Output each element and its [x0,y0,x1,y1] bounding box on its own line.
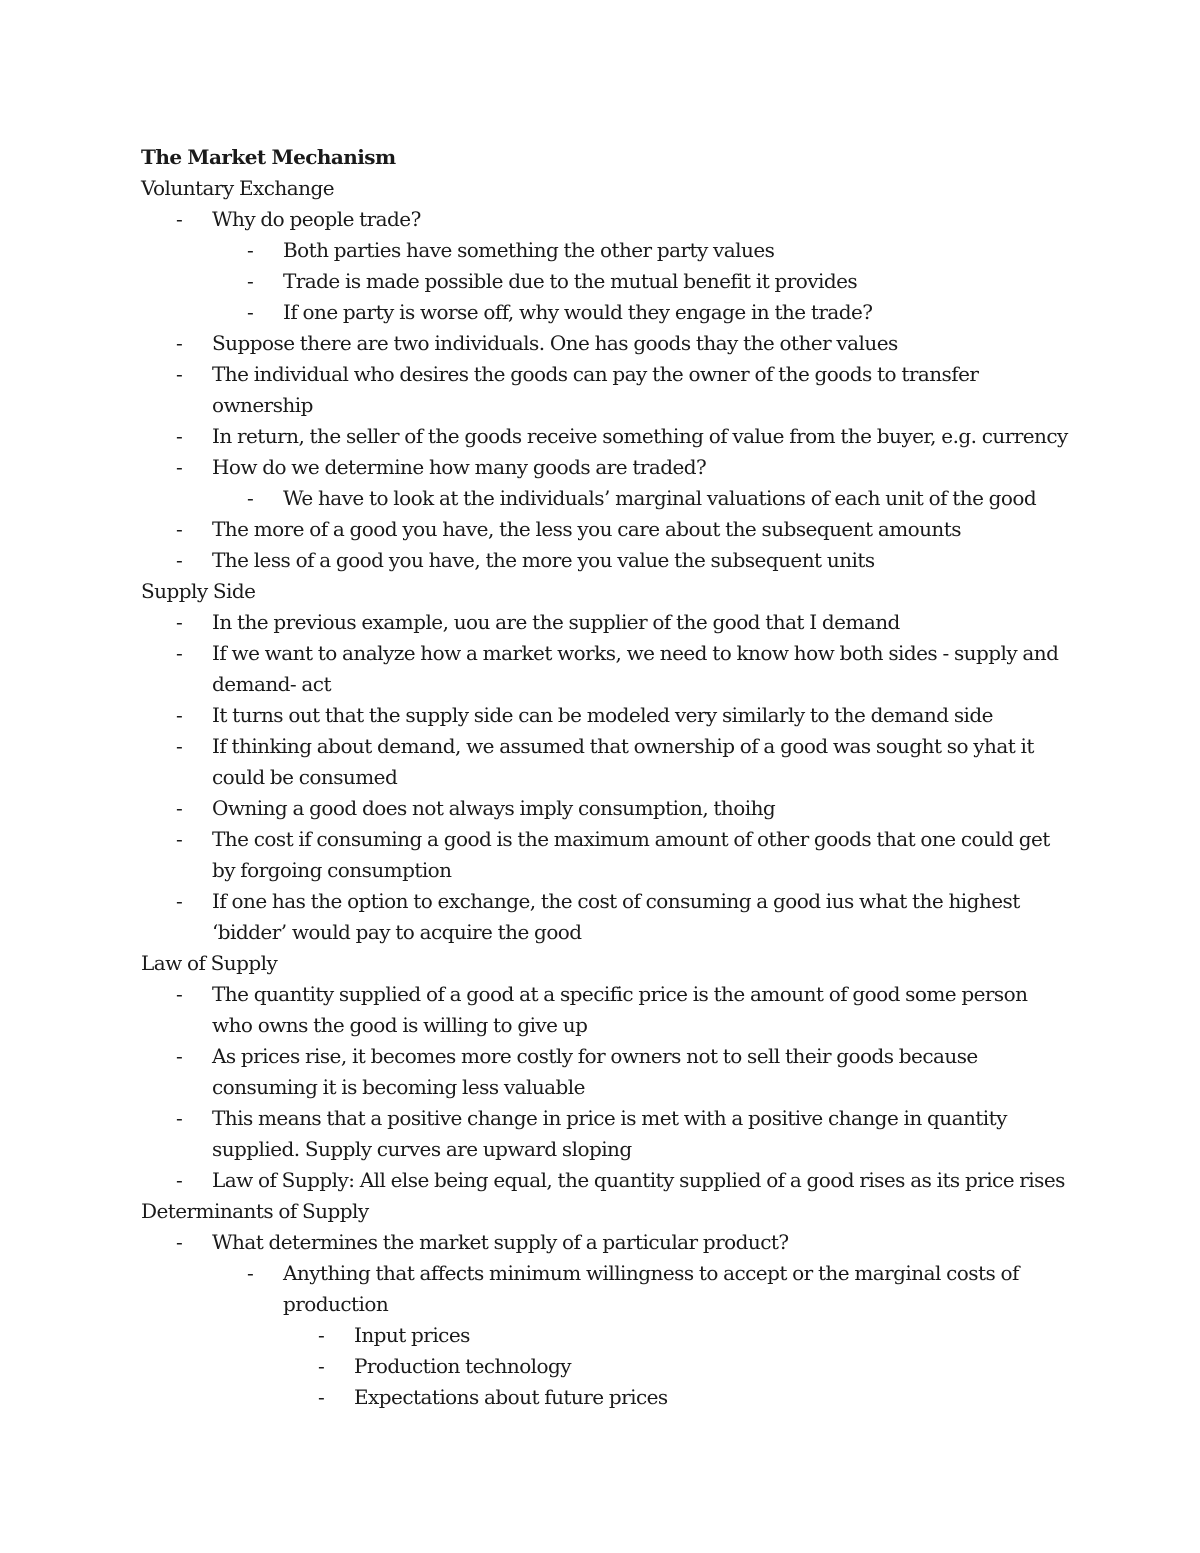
bullet-text: As prices rise, it becomes more costly for owners not to sell their goods because consuming it is becoming less valuable [212,1044,978,1099]
bullet-dash: - [176,455,183,479]
bullet-list-level-2 [212,1258,1071,1413]
bullet-dash: - [176,1106,183,1130]
bullet-item [176,545,1071,576]
bullet-item [176,1227,1071,1413]
bullet-list-level-1 [141,1227,1071,1413]
bullet-dash: - [176,1168,183,1192]
bullet-text: The cost if consuming a good is the maximum amount of other goods that one could get by forgoing consumption [212,827,1050,882]
document-title: The Market Mechanism [141,145,396,169]
bullet-dash: - [176,827,183,851]
bullet-text: This means that a positive change in price is met with a positive change in quantity supplied. Supply curves are upward sloping [212,1106,1007,1161]
bullet-text: If thinking about demand, we assumed that ownership of a good was sought so yhat it could be consumed [212,734,1034,789]
bullet-dash: - [318,1385,325,1409]
bullet-list-level-2 [212,235,1071,328]
bullet-item [247,235,1071,266]
bullet-item [318,1382,1071,1413]
bullet-text: How do we determine how many goods are traded? [212,455,707,479]
bullet-list-level-2 [212,483,1071,514]
section-heading: Supply Side [141,579,256,603]
bullet-item [176,1041,1071,1103]
bullet-item [176,979,1071,1041]
bullet-text: We have to look at the individuals’ marginal valuations of each unit of the good [283,486,1037,510]
bullet-item [176,421,1071,452]
bullet-item [176,359,1071,421]
bullet-text: Why do people trade? [212,207,421,231]
bullet-text: What determines the market supply of a particular product? [212,1230,789,1254]
bullet-item [176,793,1071,824]
bullet-dash: - [247,269,254,293]
bullet-item [318,1351,1071,1382]
bullet-dash: - [176,424,183,448]
bullet-dash: - [247,1261,254,1285]
bullet-text: Trade is made possible due to the mutual benefit it provides [283,269,858,293]
bullet-text: In the previous example, uou are the supplier of the good that I demand [212,610,900,634]
bullet-item [176,886,1071,948]
bullet-text: Anything that affects minimum willingness to accept or the marginal costs of production [283,1261,1019,1316]
bullet-dash: - [176,641,183,665]
bullet-list-level-1 [141,204,1071,576]
bullet-dash: - [176,548,183,572]
bullet-item [176,824,1071,886]
bullet-dash: - [176,1044,183,1068]
bullet-text: Owning a good does not always imply consumption, thoihg [212,796,776,820]
bullet-dash: - [247,300,254,324]
bullet-text: Law of Supply: All else being equal, the quantity supplied of a good rises as its price rises [212,1168,1065,1192]
bullet-dash: - [176,734,183,758]
bullet-text: The more of a good you have, the less you care about the subsequent amounts [212,517,961,541]
bullet-dash: - [176,703,183,727]
bullet-item [247,297,1071,328]
bullet-dash: - [176,207,183,231]
bullet-text: Both parties have something the other party values [283,238,775,262]
bullet-dash: - [176,362,183,386]
bullet-dash: - [176,1230,183,1254]
bullet-text: If we want to analyze how a market works, we need to know how both sides - supply and demand- act [212,641,1059,696]
bullet-text: If one party is worse off, why would they engage in the trade? [283,300,873,324]
bullet-dash: - [176,982,183,1006]
bullet-dash: - [318,1323,325,1347]
section-heading: Determinants of Supply [141,1199,369,1223]
bullet-dash: - [176,517,183,541]
bullet-list-level-1 [141,607,1071,948]
bullet-dash: - [176,889,183,913]
bullet-item [247,483,1071,514]
bullet-item [176,452,1071,514]
document-page [141,142,1071,1413]
bullet-text: Suppose there are two individuals. One has goods thay the other values [212,331,898,355]
bullet-item [176,731,1071,793]
bullet-text: In return, the seller of the goods receive something of value from the buyer, e.g. currency [212,424,1068,448]
bullet-item [176,1103,1071,1165]
bullet-text: Production technology [354,1354,572,1378]
bullet-text: If one has the option to exchange, the cost of consuming a good ius what the highest ‘bidder’ would pay to acquire the good [212,889,1020,944]
bullet-dash: - [176,796,183,820]
bullet-item [247,266,1071,297]
bullet-item [318,1320,1071,1351]
document-body [141,173,1071,1413]
bullet-item [176,1165,1071,1196]
bullet-text: Expectations about future prices [354,1385,668,1409]
bullet-list-level-3 [283,1320,1071,1413]
bullet-dash: - [176,331,183,355]
bullet-dash: - [176,610,183,634]
bullet-text: Input prices [354,1323,470,1347]
bullet-text: It turns out that the supply side can be modeled very similarly to the demand side [212,703,993,727]
bullet-item [176,700,1071,731]
bullet-item [176,204,1071,328]
bullet-text: The less of a good you have, the more you value the subsequent units [212,548,875,572]
bullet-item [176,638,1071,700]
bullet-dash: - [247,238,254,262]
section-heading: Voluntary Exchange [141,176,334,200]
section-heading: Law of Supply [141,951,278,975]
bullet-text: The individual who desires the goods can pay the owner of the goods to transfer ownership [212,362,979,417]
bullet-item [247,1258,1071,1413]
bullet-list-level-1 [141,979,1071,1196]
bullet-text: The quantity supplied of a good at a specific price is the amount of good some person who owns the good is willing to give up [212,982,1028,1037]
bullet-item [176,328,1071,359]
bullet-dash: - [247,486,254,510]
bullet-item [176,607,1071,638]
bullet-dash: - [318,1354,325,1378]
bullet-item [176,514,1071,545]
